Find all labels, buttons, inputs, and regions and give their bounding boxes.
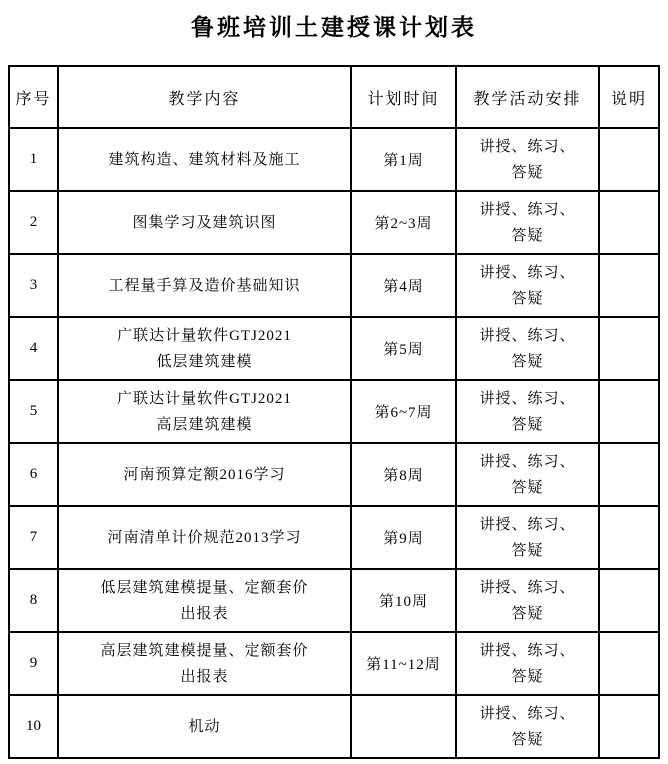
- content-line: 河南清单计价规范2013学习: [107, 529, 302, 546]
- activity-line: 讲授、练习、: [479, 705, 576, 722]
- activity-line: 答疑: [511, 227, 544, 244]
- note-cell: [599, 569, 659, 632]
- planned-time-cell: 第4周: [351, 254, 456, 317]
- teaching-content-cell: [58, 569, 351, 632]
- note-cell: [599, 506, 659, 569]
- activity-line: 讲授、练习、: [479, 201, 576, 218]
- content-line: 河南预算定额2016学习: [123, 466, 286, 483]
- planned-time-cell: [351, 695, 456, 758]
- activity-line: 答疑: [511, 416, 544, 433]
- planned-time-cell: 第11~12周: [351, 632, 456, 695]
- planned-time-cell: 第8周: [351, 443, 456, 506]
- teaching-content-cell: [58, 128, 351, 191]
- content-line: 建筑构造、建筑材料及施工: [108, 151, 301, 168]
- activity-line: 讲授、练习、: [479, 642, 576, 659]
- note-cell: [599, 632, 659, 695]
- activity-line: 讲授、练习、: [479, 453, 576, 470]
- planned-time-cell: 第1周: [351, 128, 456, 191]
- row-number-cell: 2: [9, 191, 58, 254]
- row-number-cell: 5: [9, 380, 58, 443]
- activity-cell: [456, 317, 599, 380]
- planned-time-cell: 第6~7周: [351, 380, 456, 443]
- activity-cell: [456, 632, 599, 695]
- content-line: 出报表: [180, 668, 229, 685]
- header-planned-time: 计划时间: [351, 66, 456, 128]
- table-row: [9, 569, 659, 632]
- table-row: [9, 506, 659, 569]
- page-title: 鲁班培训土建授课计划表: [191, 15, 477, 40]
- row-number-cell: 6: [9, 443, 58, 506]
- planned-time-cell: 第10周: [351, 569, 456, 632]
- activity-line: 答疑: [511, 479, 544, 496]
- teaching-content-cell: [58, 443, 351, 506]
- table-header-row: [9, 66, 659, 128]
- content-line: 图集学习及建筑识图: [132, 214, 277, 231]
- note-cell: [599, 380, 659, 443]
- row-number-cell: 10: [9, 695, 58, 758]
- activity-line: 讲授、练习、: [479, 138, 576, 155]
- teaching-content-cell: [58, 695, 351, 758]
- activity-cell: [456, 443, 599, 506]
- activity-line: 答疑: [511, 353, 544, 370]
- header-serial-number: 序号: [9, 66, 58, 128]
- table-row: [9, 128, 659, 191]
- activity-line: 讲授、练习、: [479, 327, 576, 344]
- activity-cell: [456, 128, 599, 191]
- activity-cell: [456, 695, 599, 758]
- row-number-cell: 1: [9, 128, 58, 191]
- row-number-cell: 9: [9, 632, 58, 695]
- activity-line: 答疑: [511, 290, 544, 307]
- row-number-cell: 4: [9, 317, 58, 380]
- activity-line: 讲授、练习、: [479, 579, 576, 596]
- header-activity-arrangement: 教学活动安排: [456, 66, 599, 128]
- teaching-content-cell: [58, 254, 351, 317]
- note-cell: [599, 695, 659, 758]
- table-row: [9, 443, 659, 506]
- table-row: [9, 254, 659, 317]
- row-number-cell: 8: [9, 569, 58, 632]
- activity-line: 讲授、练习、: [479, 516, 576, 533]
- row-number-cell: 3: [9, 254, 58, 317]
- content-line: 广联达计量软件GTJ2021: [117, 327, 292, 344]
- activity-cell: [456, 191, 599, 254]
- course-plan-table: [8, 65, 660, 759]
- row-number-cell: 7: [9, 506, 58, 569]
- planned-time-cell: 第9周: [351, 506, 456, 569]
- table-row: [9, 695, 659, 758]
- content-line: 广联达计量软件GTJ2021: [117, 390, 292, 407]
- teaching-content-cell: [58, 380, 351, 443]
- activity-cell: [456, 569, 599, 632]
- activity-line: 答疑: [511, 731, 544, 748]
- table-row: [9, 191, 659, 254]
- note-cell: [599, 128, 659, 191]
- note-cell: [599, 191, 659, 254]
- content-line: 工程量手算及造价基础知识: [108, 277, 301, 294]
- content-line: 高层建筑建模: [156, 416, 253, 433]
- content-line: 低层建筑建模提量、定额套价: [100, 579, 309, 596]
- teaching-content-cell: [58, 191, 351, 254]
- activity-cell: [456, 254, 599, 317]
- header-teaching-content: 教学内容: [58, 66, 351, 128]
- activity-line: 讲授、练习、: [479, 390, 576, 407]
- teaching-content-cell: [58, 632, 351, 695]
- content-line: 低层建筑建模: [156, 353, 253, 370]
- planned-time-cell: 第2~3周: [351, 191, 456, 254]
- table-row: [9, 632, 659, 695]
- table-row: [9, 380, 659, 443]
- planned-time-cell: 第5周: [351, 317, 456, 380]
- teaching-content-cell: [58, 317, 351, 380]
- activity-line: 答疑: [511, 542, 544, 559]
- activity-line: 讲授、练习、: [479, 264, 576, 281]
- activity-cell: [456, 506, 599, 569]
- note-cell: [599, 317, 659, 380]
- note-cell: [599, 254, 659, 317]
- table-row: [9, 317, 659, 380]
- activity-line: 答疑: [511, 164, 544, 181]
- content-line: 出报表: [180, 605, 229, 622]
- content-line: 高层建筑建模提量、定额套价: [100, 642, 309, 659]
- activity-line: 答疑: [511, 605, 544, 622]
- content-line: 机动: [188, 718, 221, 735]
- header-notes: 说明: [599, 66, 659, 128]
- activity-cell: [456, 380, 599, 443]
- teaching-content-cell: [58, 506, 351, 569]
- activity-line: 答疑: [511, 668, 544, 685]
- note-cell: [599, 443, 659, 506]
